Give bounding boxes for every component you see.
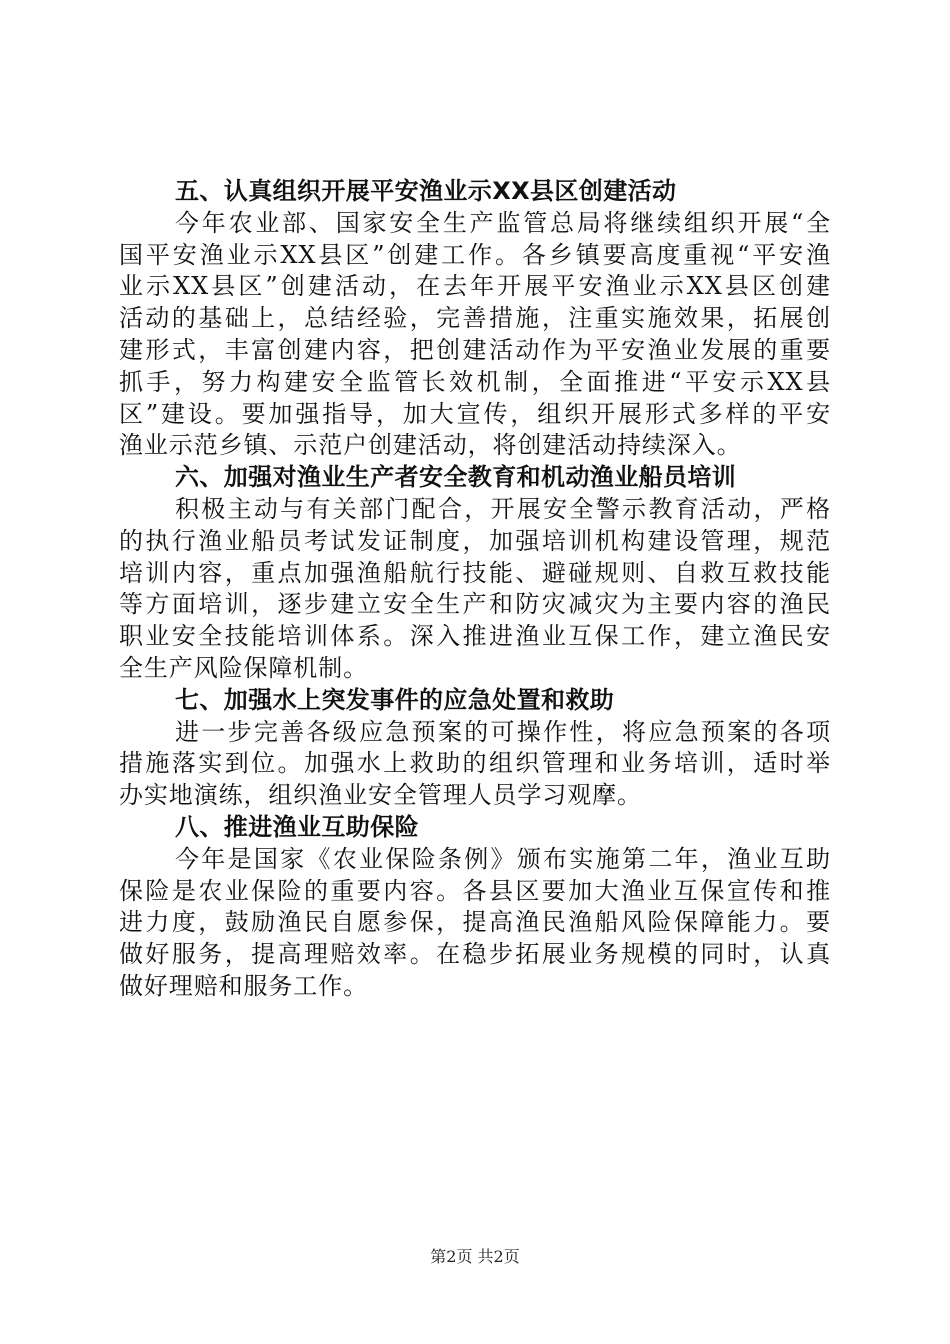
paragraph-line: 进一步完善各级应急预案的可操作性，将应急预案的各项 [175, 717, 831, 746]
paragraph-line: 培训内容，重点加强渔船航行技能、避碰规则、自救互救技能 [119, 558, 831, 587]
paragraph-line: 积极主动与有关部门配合，开展安全警示教育活动，严格 [175, 494, 831, 523]
paragraph-line: 今年农业部、国家安全生产监管总局将继续组织开展“全 [175, 208, 831, 237]
section-5-paragraph [119, 208, 831, 462]
page-number-footer: 第2页 共2页 [430, 1247, 520, 1266]
paragraph-line: 进力度，鼓励渔民自愿参保，提高渔民渔船风险保障能力。要 [119, 908, 831, 937]
paragraph-line: 措施落实到位。加强水上救助的组织管理和业务培训，适时举 [119, 749, 831, 778]
section-8-paragraph [119, 844, 831, 1003]
paragraph-line: 区”建设。要加强指导，加大宣传，组织开展形式多样的平安 [119, 399, 831, 428]
paragraph-line: 职业安全技能培训体系。深入推进渔业互保工作，建立渔民安 [119, 622, 831, 651]
document-body [119, 176, 831, 1003]
paragraph-line: 渔业示范乡镇、示范户创建活动，将创建活动持续深入。 [119, 431, 742, 460]
section-6-paragraph [119, 494, 831, 685]
section-6-heading: 六、加强对渔业生产者安全教育和机动渔业船员培训 [175, 463, 737, 492]
paragraph-line: 做好理赔和服务工作。 [119, 971, 368, 1000]
paragraph-line: 业示XX县区”创建活动，在去年开展平安渔业示XX县区创建 [119, 272, 831, 301]
paragraph-line: 办实地演练，组织渔业安全管理人员学习观摩。 [119, 781, 642, 810]
paragraph-line: 等方面培训，逐步建立安全生产和防灾减灾为主要内容的渔民 [119, 590, 831, 619]
paragraph-line: 活动的基础上，总结经验，完善措施，注重实施效果，拓展创 [119, 304, 831, 333]
paragraph-line: 全生产风险保障机制。 [119, 653, 368, 682]
section-5-heading: 五、认真组织开展平安渔业示XX县区创建活动 [175, 177, 677, 205]
paragraph-line: 的执行渔业船员考试发证制度，加强培训机构建设管理，规范 [119, 526, 831, 555]
section-7-paragraph [119, 717, 831, 812]
section-7-heading: 七、加强水上突发事件的应急处置和救助 [175, 685, 615, 714]
paragraph-line: 建形式，丰富创建内容，把创建活动作为平安渔业发展的重要 [119, 335, 831, 364]
paragraph-line: 国平安渔业示XX县区”创建工作。各乡镇要高度重视“平安渔 [119, 240, 831, 269]
paragraph-line: 抓手，努力构建安全监管长效机制，全面推进“平安示XX县 [119, 367, 831, 396]
paragraph-line: 做好服务，提高理赔效率。在稳步拓展业务规模的同时，认真 [119, 940, 831, 969]
paragraph-line: 今年是国家《农业保险条例》颁布实施第二年，渔业互助 [175, 844, 831, 873]
paragraph-line: 保险是农业保险的重要内容。各县区要加大渔业互保宣传和推 [119, 876, 831, 905]
section-8-heading: 八、推进渔业互助保险 [175, 812, 419, 841]
